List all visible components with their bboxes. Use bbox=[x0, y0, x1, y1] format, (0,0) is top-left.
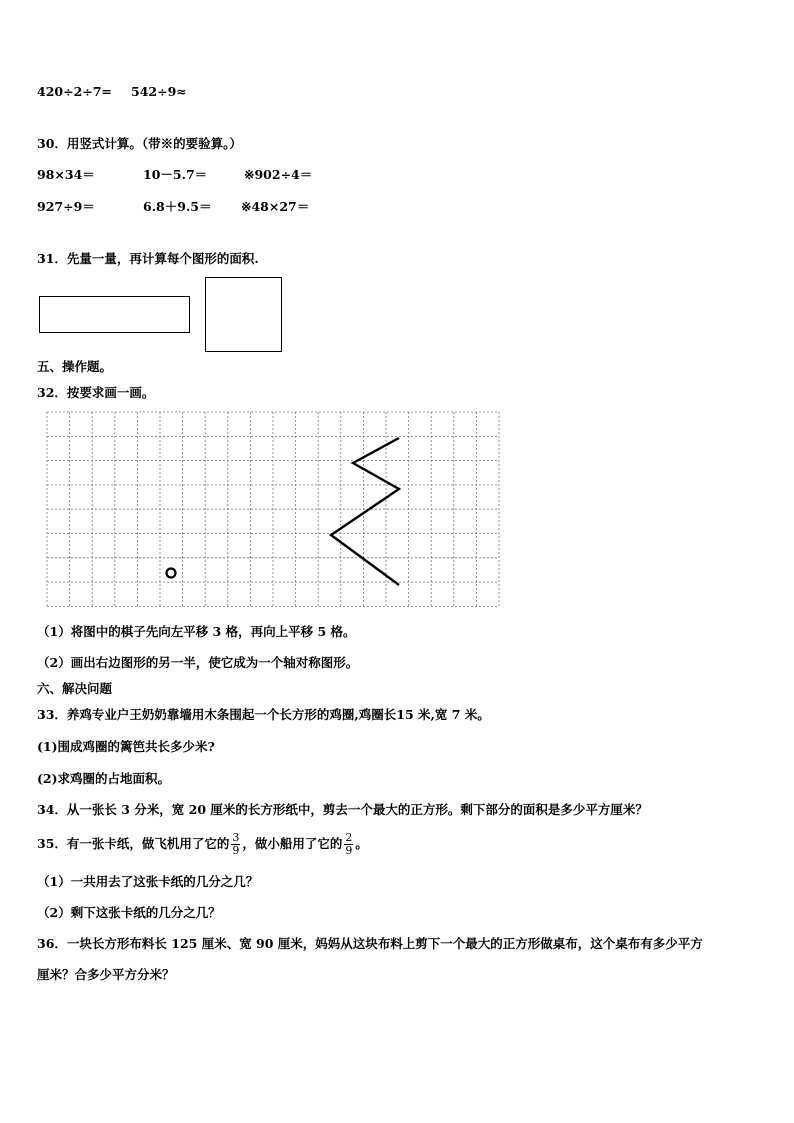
q31-title: 31．先量一量，再计算每个图形的面积. bbox=[37, 251, 259, 266]
q33-sub1: (1)围成鸡圈的篱笆共长多少米? bbox=[37, 739, 215, 754]
chess-piece bbox=[167, 569, 176, 578]
q34-text: 34．从一张长 3 分米，宽 20 厘米的长方形纸中，剪去一个最大的正方形。剩下部分的面积是多少平方厘米？ bbox=[37, 802, 648, 817]
q35-fraction-2 bbox=[344, 832, 353, 857]
fraction-2-denominator: 9 bbox=[345, 844, 353, 857]
fraction-1-denominator: 9 bbox=[232, 844, 240, 857]
half-figure-zigzag bbox=[331, 438, 399, 585]
q30-r2c3: ※48×27＝ bbox=[241, 199, 310, 214]
q30-r1c2: 10－5.7＝ bbox=[143, 167, 208, 182]
q29-expr1: 420÷2÷7= bbox=[37, 84, 112, 99]
q35-fraction-1 bbox=[231, 832, 240, 857]
q32-sub2: （2）画出右边图形的另一半，使它成为一个轴对称图形。 bbox=[37, 655, 359, 670]
fraction-2-numerator: 2 bbox=[345, 831, 353, 844]
q30-r2c1: 927÷9＝ bbox=[37, 199, 95, 214]
q35-sub2: （2）剩下这张卡纸的几分之几？ bbox=[37, 905, 221, 920]
q30-r1c1: 98×34＝ bbox=[37, 167, 95, 182]
q35-text-c: 。 bbox=[355, 836, 368, 851]
square-figure bbox=[205, 277, 282, 352]
q33-title: 33．养鸡专业户王奶奶靠墙用木条围起一个长方形的鸡圈,鸡圈长15 米,宽 7 米。 bbox=[37, 707, 490, 722]
section6-heading: 六、解决问题 bbox=[37, 681, 113, 696]
q29-expr2: 542÷9≈ bbox=[131, 84, 187, 99]
q35-sub1: （1）一共用去了这张卡纸的几分之几？ bbox=[37, 874, 259, 889]
q30-r1c3: ※902÷4＝ bbox=[244, 167, 313, 182]
fraction-1-numerator: 3 bbox=[232, 831, 240, 844]
q33-sub2: (2)求鸡圈的占地面积。 bbox=[37, 771, 171, 786]
q32-sub1: （1）将图中的棋子先向左平移 3 格，再向上平移 5 格。 bbox=[37, 624, 356, 639]
section5-heading: 五、操作题。 bbox=[37, 359, 113, 374]
q35-text bbox=[37, 830, 368, 858]
q30-r2c2: 6.8＋9.5＝ bbox=[143, 199, 212, 214]
q35-text-b: ，做小船用了它的 bbox=[242, 836, 343, 851]
q36-line1: 36．一块长方形布料长 125 厘米、宽 90 厘米，妈妈从这块布料上剪下一个最大的正方形做桌布，这个桌布有多少平方 bbox=[37, 936, 703, 951]
q30-title: 30．用竖式计算。（带※的要验算。） bbox=[37, 136, 242, 151]
q35-text-a: 35．有一张卡纸，做飞机用了它的 bbox=[37, 836, 230, 851]
rectangle-figure bbox=[39, 296, 190, 333]
drawing-grid bbox=[45, 410, 503, 610]
q36-line2: 厘米？合多少平方分米？ bbox=[37, 967, 175, 982]
q32-title: 32．按要求画一画。 bbox=[37, 385, 155, 400]
